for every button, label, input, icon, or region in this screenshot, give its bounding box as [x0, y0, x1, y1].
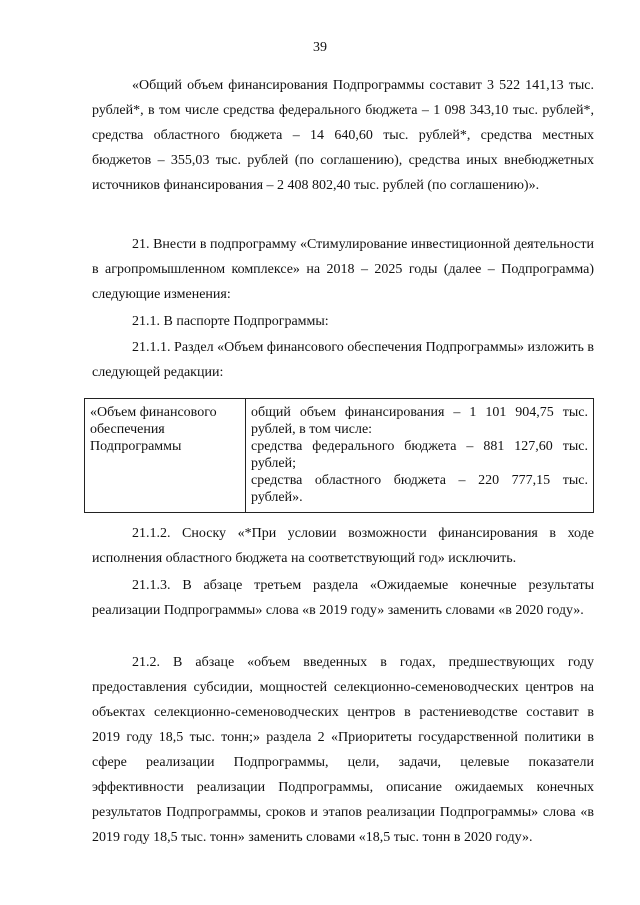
- table-cell-funding-details: [246, 399, 594, 513]
- paragraph-item-21-1-1: 21.1.1. Раздел «Объем финансового обеспечения Подпрограммы» изложить в следующей редакции:: [92, 340, 594, 380]
- table-row: [85, 399, 594, 513]
- funding-table: [84, 398, 594, 513]
- paragraph-total-funding: «Общий объем финансирования Подпрограммы составит 3 522 141,13 тыс. рублей*, в том числе средства федерального бюджета – 1 098 343,10 тыс. рублей*, средства областного бюджета – 14 640,60 тыс. рублей*, средства местных бюджетов – 355,03 тыс. рублей (по соглашению), средства иных внебюджетных источников финансирования – 2 408 802,40 тыс. рублей (по соглашению)».: [92, 78, 594, 193]
- paragraph-item-21-1: 21.1. В паспорте Подпрограммы:: [132, 314, 329, 329]
- paragraph-item-21-2: 21.2. В абзаце «объем введенных в годах, предшествующих году предоставления субсидии, мощностей селекционно-семеноводческих центров на объектах селекционно-семеноводческих центров в растениеводстве составит в 2019 году 18,5 тыс. тонн;» раздела 2 «Приоритеты государственной политики в сфере реализации Подпрограммы, цели, задачи, целевые показатели эффективности реализации Подпрограммы, описание ожидаемых конечных результатов Подпрограммы, сроков и этапов реализации Подпрограммы» слова «в 2019 году 18,5 тыс. тонн» заменить словами «18,5 тыс. тонн в 2020 году».: [92, 655, 594, 845]
- paragraph-item-21: 21. Внести в подпрограмму «Стимулирование инвестиционной деятельности в агропромышленном комплексе» на 2018 – 2025 годы (далее – Подпрограмма) следующие изменения:: [92, 237, 594, 302]
- page-number: 39: [313, 40, 327, 55]
- funding-line-total: общий объем финансирования – 1 101 904,75 тыс. рублей, в том числе:: [251, 405, 588, 437]
- funding-line-federal: средства федерального бюджета – 881 127,60 тыс. рублей;: [251, 439, 588, 471]
- funding-line-regional: средства областного бюджета – 220 777,15 тыс. рублей».: [251, 473, 588, 505]
- table-cell-section-name: «Объем финансового обеспечения Подпрограммы: [85, 399, 246, 513]
- paragraph-item-21-1-2: 21.1.2. Сноску «*При условии возможности финансирования в ходе исполнения областного бюджета на соответствующий год» исключить.: [92, 526, 594, 566]
- paragraph-item-21-1-3: 21.1.3. В абзаце третьем раздела «Ожидаемые конечные результаты реализации Подпрограммы» слова «в 2019 году» заменить словами «в 2020 году».: [92, 578, 594, 618]
